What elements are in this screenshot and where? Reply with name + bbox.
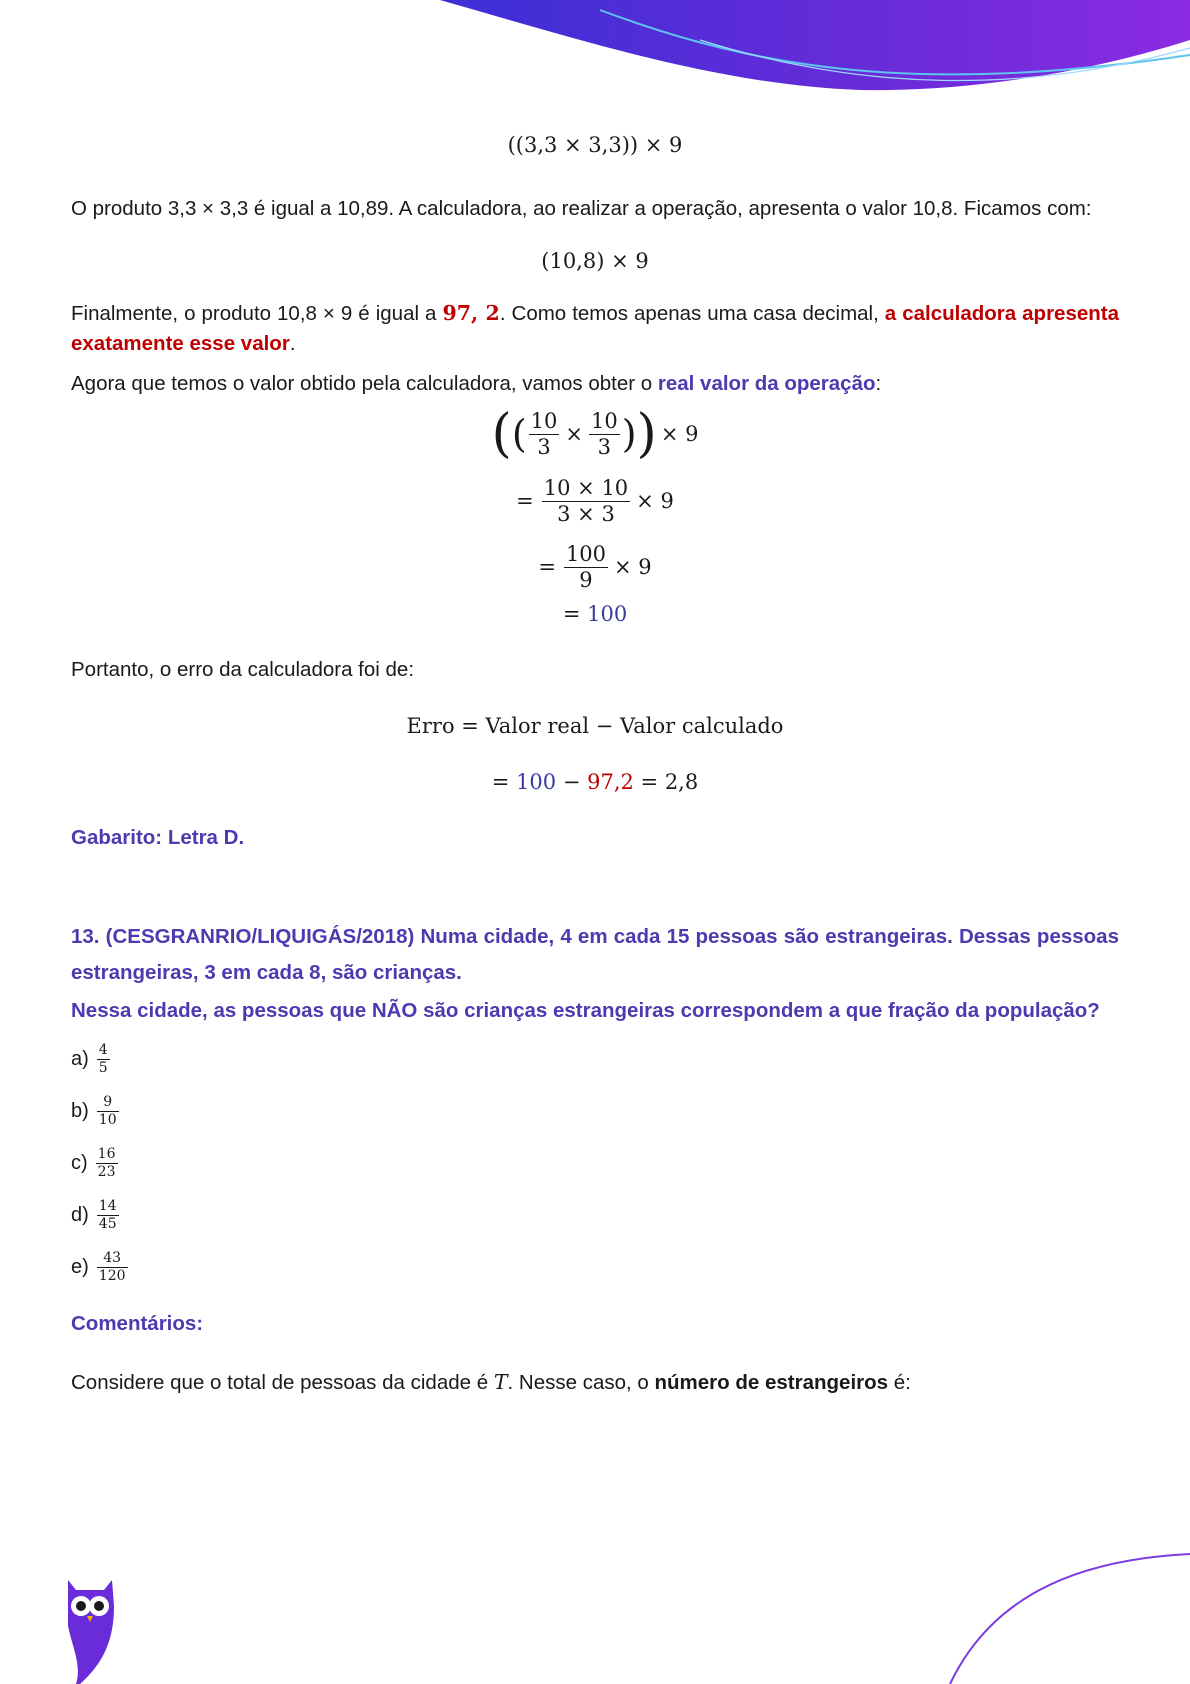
paragraph-final-product-pre: Finalmente, o produto 10,8 × 9 é igual a xyxy=(71,302,443,325)
question-13-title: 13. (CESGRANRIO/LIQUIGÁS/2018) Numa cidade, 4 em cada 15 pessoas são estrangeiras. Dessas pessoas estrangeiras, 3 em cada 8, são crianças. xyxy=(71,925,1119,984)
calc-line-1 xyxy=(71,403,1119,465)
paren-open-inner: ( xyxy=(511,412,527,456)
highlight-calculator-shows: a calculadora apresenta exatamente esse valor xyxy=(71,302,1119,355)
fraction-numerator: 10 × 10 xyxy=(543,476,629,501)
footer-curve-decoration xyxy=(900,1540,1190,1684)
times-nine: × 9 xyxy=(614,555,652,579)
paren-open-outer: ( xyxy=(491,404,512,464)
equals-sign: = xyxy=(562,602,588,626)
calc-line-3 xyxy=(71,539,1119,595)
option-fraction xyxy=(97,1094,119,1127)
fraction-denominator: 9 xyxy=(579,567,593,592)
fraction-denominator: 120 xyxy=(98,1267,126,1284)
real-value: 100 xyxy=(516,770,557,794)
option-fraction xyxy=(96,1146,118,1179)
option-label: d) xyxy=(71,1204,89,1226)
paragraph-final-product-post: . xyxy=(289,332,296,355)
option-label: c) xyxy=(71,1152,88,1174)
fraction-numerator: 14 xyxy=(98,1198,117,1215)
paragraph-real-value-post: : xyxy=(875,372,882,395)
option-label: a) xyxy=(71,1048,89,1070)
option-fraction xyxy=(97,1198,119,1231)
paragraph-real-value xyxy=(71,369,1119,399)
fraction-denominator: 45 xyxy=(98,1215,117,1232)
times-nine: × 9 xyxy=(636,489,674,513)
option-label: e) xyxy=(71,1256,89,1278)
fraction-denominator: 10 xyxy=(98,1111,117,1128)
times-nine: × 9 xyxy=(660,422,699,446)
option-a[interactable] xyxy=(71,1033,1119,1085)
paragraph-total-pre: Considere que o total de pessoas da cidade é xyxy=(71,1371,494,1394)
equals-sign: = xyxy=(538,555,556,579)
equals-sign: = xyxy=(516,489,534,513)
fraction-numerator: 9 xyxy=(97,1094,119,1111)
fraction-numerator: 10 xyxy=(590,409,618,434)
fraction-100-over-9 xyxy=(564,542,608,591)
fraction-denominator: 23 xyxy=(97,1163,116,1180)
minus-sign: − xyxy=(556,770,588,794)
fraction-numerator: 10 xyxy=(530,409,558,434)
error-value: = 2,8 xyxy=(633,770,699,794)
option-label: b) xyxy=(71,1100,89,1122)
fraction-denominator: 3 xyxy=(537,434,551,459)
equals-sign: = xyxy=(491,770,517,794)
paragraph-total-population xyxy=(71,1367,1119,1398)
fraction-numerator: 43 xyxy=(97,1250,128,1267)
calc-line-2 xyxy=(71,473,1119,529)
calculation-block xyxy=(71,403,1119,633)
paragraph-error-intro: Portanto, o erro da calculadora foi de: xyxy=(71,658,415,681)
question-13-prompt: Nessa cidade, as pessoas que NÃO são crianças estrangeiras correspondem a que fração da população? xyxy=(71,999,1100,1022)
paren-close-outer: ) xyxy=(636,404,657,464)
times-sign: × xyxy=(565,422,583,446)
header-wave-decoration xyxy=(0,0,1190,110)
paragraph-product: O produto 3,3 × 3,3 é igual a 10,89. A calculadora, ao realizar a operação, apresenta o valor 10,8. Ficamos com: xyxy=(71,197,1092,220)
paragraph-total-post: é: xyxy=(888,1371,911,1394)
calculated-value: 97,2 xyxy=(587,770,634,794)
variable-t: T xyxy=(493,1370,508,1394)
paragraph-real-value-pre: Agora que temos o valor obtido pela calculadora, vamos obter o xyxy=(71,372,658,395)
option-c[interactable] xyxy=(71,1137,1119,1189)
paren-close-inner: ) xyxy=(621,412,637,456)
calc-line-4 xyxy=(71,599,1119,629)
result-100: 100 xyxy=(587,602,628,626)
comments-heading: Comentários: xyxy=(71,1312,204,1335)
fraction-denominator: 3 xyxy=(597,434,612,459)
fraction-100-over-9-expanded xyxy=(542,476,630,525)
equation-1: ((3,3 × 3,3)) × 9 xyxy=(507,133,683,157)
paragraph-final-product-mid: . Como temos apenas uma casa decimal, xyxy=(499,302,885,325)
fraction-numerator: 16 xyxy=(97,1146,116,1163)
answer-key: Gabarito: Letra D. xyxy=(71,826,245,849)
highlight-real-value: real valor da operação xyxy=(657,372,876,395)
paragraph-total-mid: . Nesse caso, o xyxy=(507,1371,655,1394)
error-formula: Erro = Valor real − Valor calculado xyxy=(406,714,784,738)
fraction-10-3-b xyxy=(589,409,620,458)
option-fraction xyxy=(97,1250,128,1283)
option-fraction xyxy=(97,1042,110,1075)
fraction-10-3-a xyxy=(529,409,560,458)
paragraph-final-product xyxy=(71,298,1119,359)
error-result xyxy=(71,767,1119,797)
value-97-2: 97, 2 xyxy=(442,301,500,325)
option-d[interactable] xyxy=(71,1189,1119,1241)
option-e[interactable] xyxy=(71,1241,1119,1293)
main-content xyxy=(71,130,1119,1398)
fraction-numerator: 100 xyxy=(565,542,607,567)
owl-logo-icon xyxy=(62,1576,118,1684)
options-list xyxy=(71,1033,1119,1293)
fraction-denominator: 5 xyxy=(98,1059,108,1076)
fraction-numerator: 4 xyxy=(98,1042,108,1059)
equation-2: (10,8) × 9 xyxy=(541,249,649,273)
fraction-denominator: 3 × 3 xyxy=(557,501,615,526)
option-b[interactable] xyxy=(71,1085,1119,1137)
bold-number-of-foreigners: número de estrangeiros xyxy=(654,1371,889,1394)
